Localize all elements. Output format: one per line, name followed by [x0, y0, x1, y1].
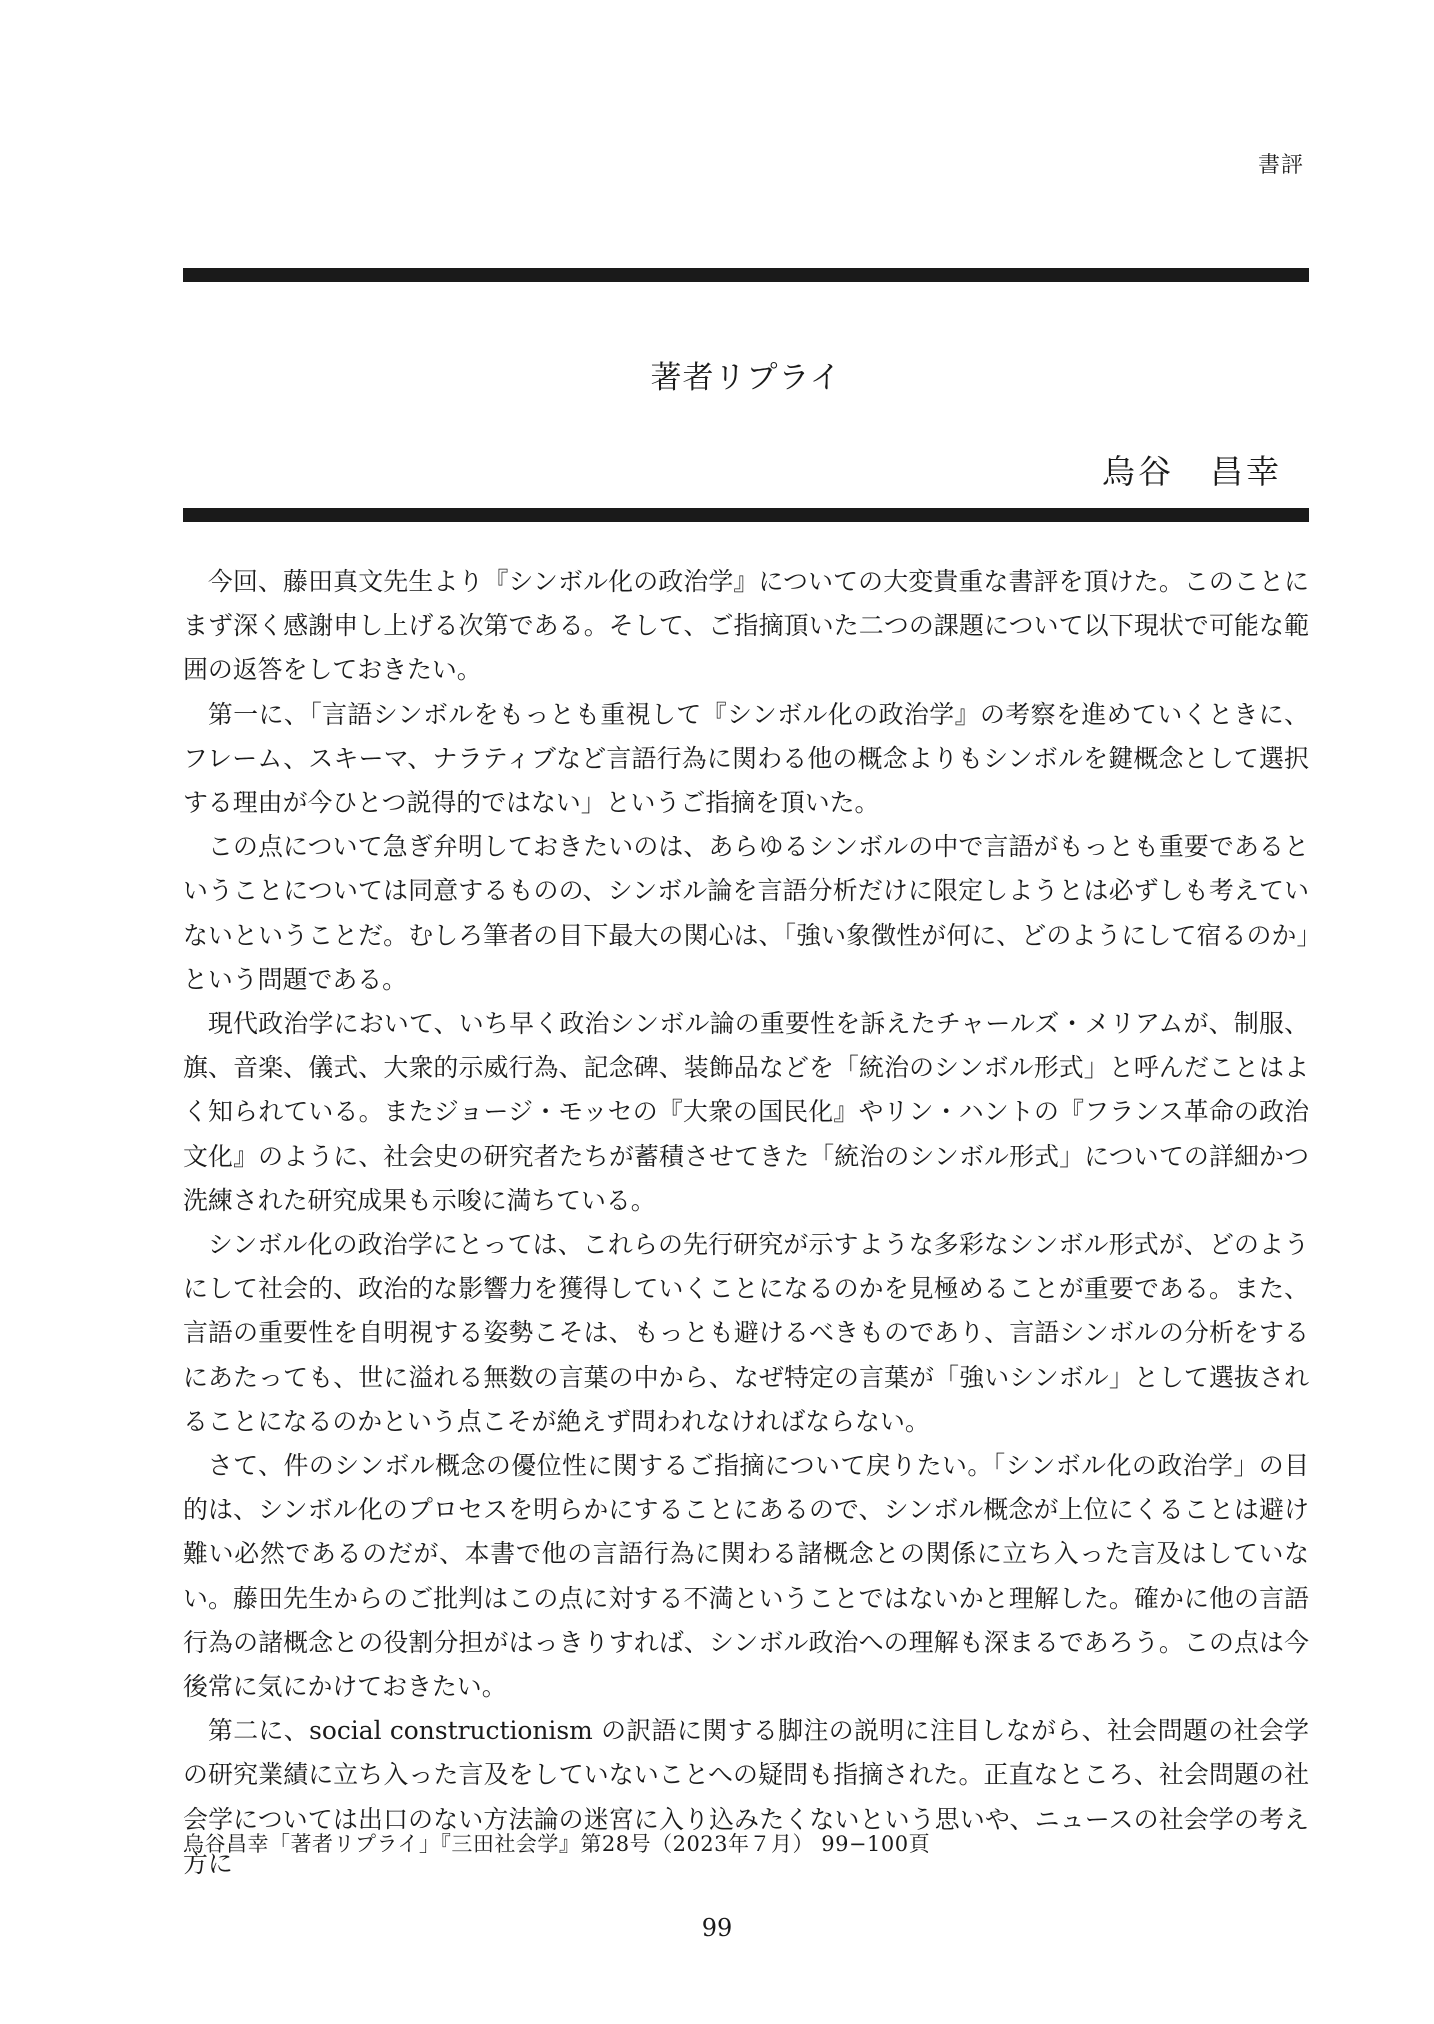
body-paragraph: 現代政治学において、いち早く政治シンボル論の重要性を訴えたチャールズ・メリアムが、制服、旗、音楽、儀式、大衆的示威行為、記念碑、装飾品などを「統治のシンボル形式」と呼んだことはよく知られている。またジョージ・モッセの『大衆の国民化』やリン・ハントの『フランス革命の政治文化』のように、社会史の研究者たちが蓄積させてきた「統治のシンボル形式」についての詳細かつ洗練された研究成果も示唆に満ちている。	[183, 1009, 1309, 1215]
article-title: 著者リプライ	[650, 360, 842, 396]
section-label: 書評	[1257, 153, 1304, 178]
citation-footer: 烏谷昌幸「著者リプライ」『三田社会学』第28号（2023年７月） 99−100頁	[183, 1832, 931, 1856]
bottom-rule	[183, 508, 1309, 522]
body-paragraph: この点について急ぎ弁明しておきたいのは、あらゆるシンボルの中で言語がもっとも重要であるということについては同意するものの、シンボル論を言語分析だけに限定しようとは必ずしも考えていないということだ。むしろ筆者の目下最大の関心は、「強い象徴性が何に、どのようにして宿るのか」という問題である。	[183, 832, 1309, 994]
body-paragraph: 第二に、social constructionism の訳語に関する脚注の説明に注目しながら、社会問題の社会学の研究業績に立ち入った言及をしていないことへの疑問も指摘された。正直なところ、社会問題の社会学については出口のない方法論の迷宮に入り込みたくないという思いや、ニュースの社会学の考え方に	[183, 1716, 1309, 1878]
article-body	[183, 560, 1309, 1886]
top-rule	[183, 268, 1309, 282]
body-paragraph: シンボル化の政治学にとっては、これらの先行研究が示すような多彩なシンボル形式が、どのようにして社会的、政治的な影響力を獲得していくことになるのかを見極めることが重要である。また、言語の重要性を自明視する姿勢こそは、もっとも避けるべきものであり、言語シンボルの分析をするにあたっても、世に溢れる無数の言葉の中から、なぜ特定の言葉が「強いシンボル」として選抜されることになるのかという点こそが絶えず問われなければならない。	[183, 1230, 1309, 1436]
body-paragraph: 今回、藤田真文先生より『シンボル化の政治学』についての大変貴重な書評を頂けた。このことにまず深く感謝申し上げる次第である。そして、ご指摘頂いた二つの課題について以下現状で可能な範囲の返答をしておきたい。	[183, 567, 1309, 685]
page-number: 99	[701, 1914, 733, 1942]
article-author: 烏谷 昌幸	[1102, 452, 1282, 491]
body-paragraph: 第一に、「言語シンボルをもっとも重視して『シンボル化の政治学』の考察を進めていくときに、フレーム、スキーマ、ナラティブなど言語行為に関わる他の概念よりもシンボルを鍵概念として選択する理由が今ひとつ説得的ではない」というご指摘を頂いた。	[183, 699, 1309, 818]
body-paragraph: さて、件のシンボル概念の優位性に関するご指摘について戻りたい。「シンボル化の政治学」の目的は、シンボル化のプロセスを明らかにすることにあるので、シンボル概念が上位にくることは避け難い必然であるのだが、本書で他の言語行為に関わる諸概念との関係に立ち入った言及はしていない。藤田先生からのご批判はこの点に対する不満ということではないかと理解した。確かに他の言語行為の諸概念との役割分担がはっきりすれば、シンボル政治への理解も深まるであろう。この点は今後常に気にかけておきたい。	[183, 1451, 1309, 1702]
